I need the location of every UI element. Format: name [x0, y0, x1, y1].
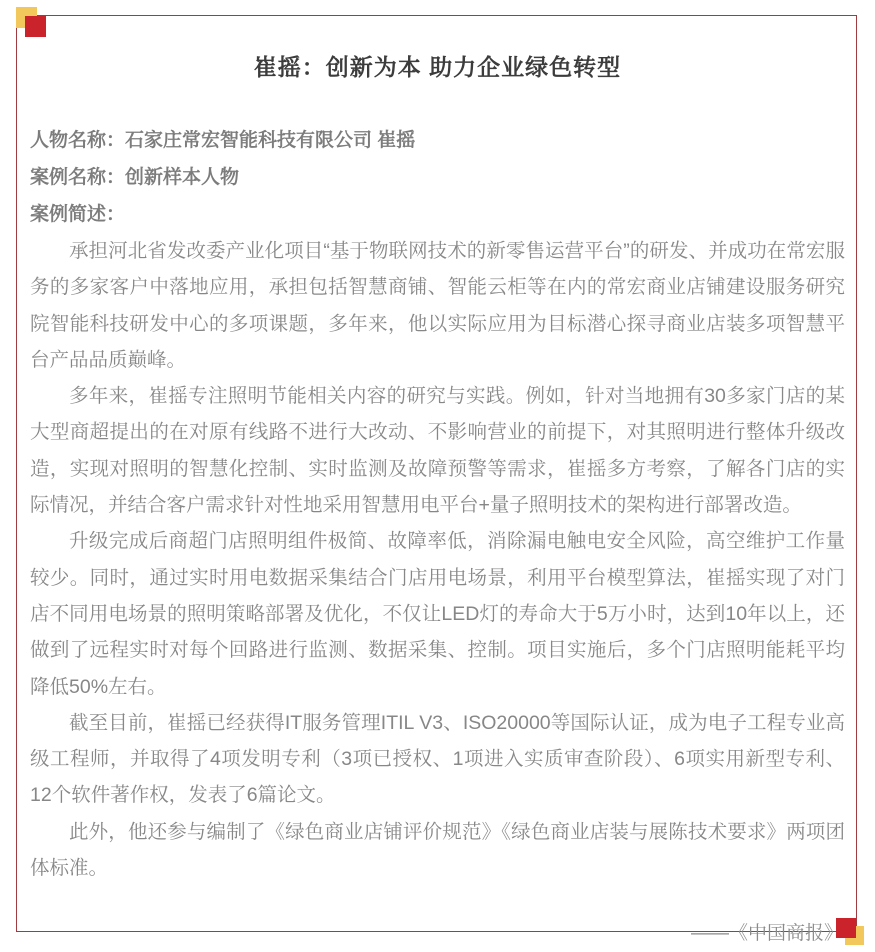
article-title: 崔摇：创新为本 助力企业绿色转型 — [253, 54, 622, 80]
paragraph-2: 多年来，崔摇专注照明节能相关内容的研究与实践。例如，针对当地拥有30多家门店的某大型商超提出的在对原有线路不进行大改动、不影响营业的前提下，对其照明进行整体升级改造，实现对照明的智慧化控制、实时监测及故障预警等需求，崔摇多方考察，了解各门店的实际情况，并结合客户需求针对性地采用智慧用电平台+量子照明技术的架构进行部署改造。 — [30, 385, 845, 517]
meta-person-name-value: 石家庄常宏智能科技有限公司 崔摇 — [125, 130, 416, 151]
paragraph-4: 截至目前，崔摇已经获得IT服务管理ITIL V3、ISO20000等国际认证，成为电子工程专业高级工程师，并取得了4项发明专利（3项已授权、1项进入实质审查阶段）、6项实用新型专利、12个软件著作权，发表了6篇论文。 — [30, 711, 845, 807]
meta-case-name-value: 创新样本人物 — [125, 167, 240, 188]
meta-person-name-label: 人物名称： — [30, 130, 126, 151]
meta-case-summary — [30, 196, 845, 233]
article-meta — [30, 122, 845, 233]
meta-case-name — [30, 159, 845, 196]
article-content — [30, 15, 845, 949]
source-attribution: ——《中国商报》 — [690, 923, 843, 945]
meta-case-name-label: 案例名称： — [30, 167, 126, 188]
paragraph-5: 此外，他还参与编制了《绿色商业店铺评价规范》《绿色商业店装与展陈技术要求》两项团体标准。 — [30, 820, 845, 880]
meta-person-name — [30, 122, 845, 159]
paragraph-3: 升级完成后商超门店照明组件极简、故障率低，消除漏电触电安全风险，高空维护工作量较少。同时，通过实时用电数据采集结合门店用电场景，利用平台模型算法，崔摇实现了对门店不同用电场景的照明策略部署及优化，不仅让LED灯的寿命大于5万小时，达到10年以上，还做到了远程实时对每个回路进行监测、数据采集、控制。项目实施后，多个门店照明能耗平均降低50%左右。 — [30, 530, 845, 698]
meta-case-summary-label: 案例简述： — [30, 204, 126, 225]
paragraph-1: 承担河北省发改委产业化项目“基于物联网技术的新零售运营平台”的研发、并成功在常宏服务的多家客户中落地应用，承担包括智慧商铺、智能云柜等在内的常宏商业店铺建设服务研究院智能科技研发中心的多项课题，多年来，他以实际应用为目标潜心探寻商业店装多项智慧平台产品品质巅峰。 — [30, 240, 845, 371]
article-body — [30, 233, 845, 886]
